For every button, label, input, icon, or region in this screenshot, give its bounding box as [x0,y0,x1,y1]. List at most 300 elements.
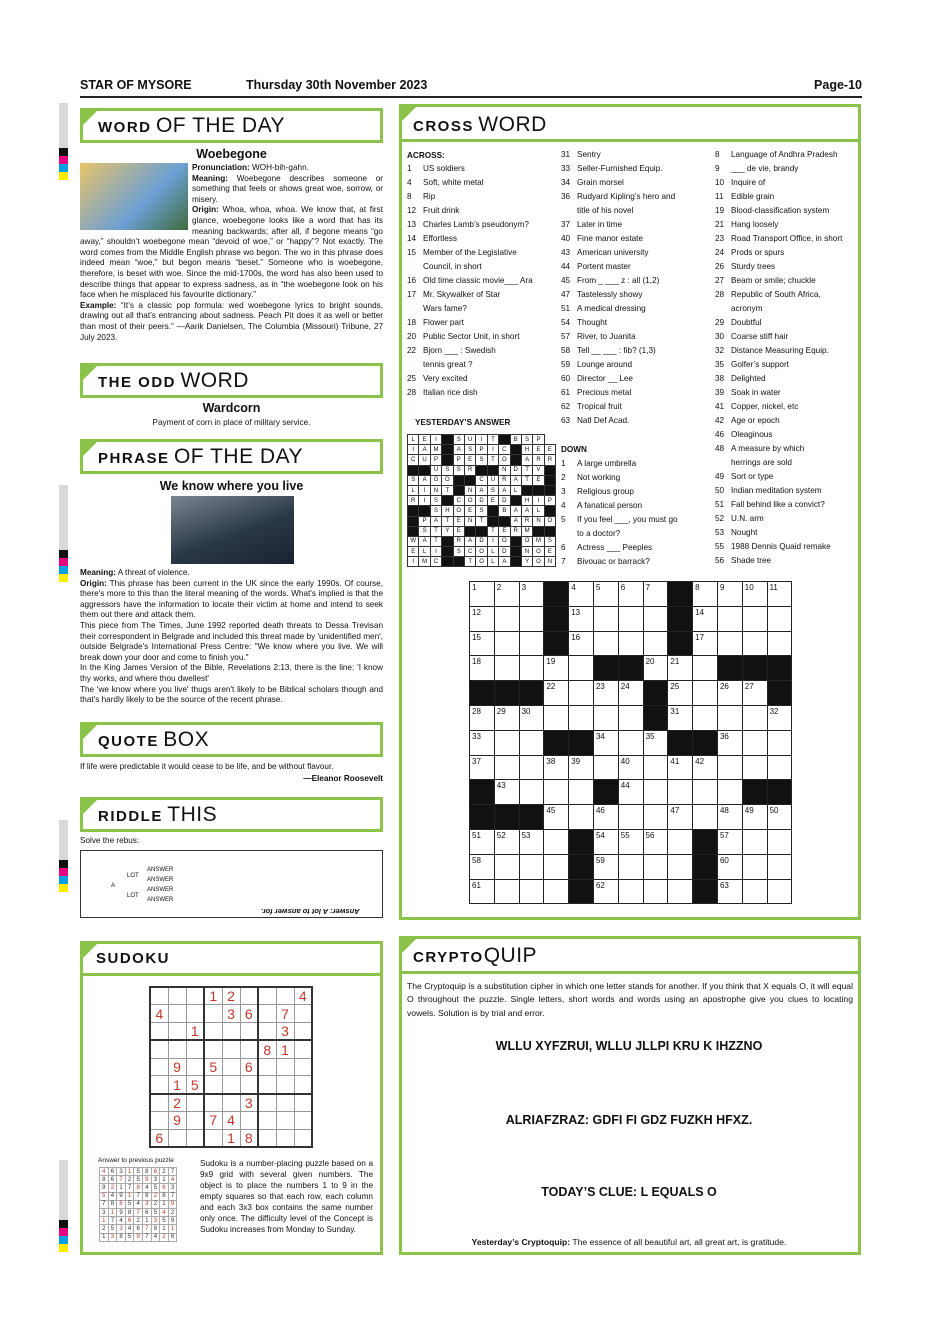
clue: 44 Portent master [561,262,631,271]
sudoku-cell[interactable] [204,1023,222,1041]
crossword-cell[interactable] [519,656,544,681]
sudoku-cell[interactable] [186,987,204,1005]
swatch [59,566,68,574]
sudoku-cell[interactable] [186,1094,204,1112]
word-of-day-heading: WORD OF THE DAY [98,114,286,137]
answer-letter: G [430,475,441,485]
clue-continued: acronym [731,304,763,313]
crossword-cell[interactable]: 48 [717,805,742,830]
crossword-cell[interactable]: 11 [767,582,792,607]
crossword-cell[interactable] [593,755,618,780]
sudoku-cell[interactable] [240,1040,258,1058]
sudoku-cell[interactable] [150,1040,168,1058]
answer-letter: R [464,465,475,475]
answer-letter: C [430,557,441,567]
crossword-cell[interactable] [494,656,519,681]
answer-letter: T [430,526,441,536]
answer-letter: O [521,536,532,546]
crossword-cell[interactable] [618,705,643,730]
sudoku-cell[interactable] [294,1076,312,1094]
answer-letter: S [544,536,555,546]
crossword-cell[interactable] [618,730,643,755]
answer-letter: T [521,465,532,475]
swatch [59,574,68,582]
crossword-cell[interactable] [742,829,767,854]
answer-digit: 7 [134,1192,143,1200]
clue: 57 River, to Juanita [561,332,636,341]
crossword-cell[interactable] [717,631,742,656]
answer-letter: O [453,506,464,516]
crossword-cell[interactable]: 43 [494,780,519,805]
crossword-cell[interactable] [767,854,792,879]
sudoku-cell[interactable] [240,1076,258,1094]
crossword-cell[interactable] [519,631,544,656]
clue-continued: tennis great ? [423,360,473,369]
swatch [59,868,68,876]
crossword-cell[interactable] [742,755,767,780]
crossword-cell[interactable]: 6 [618,582,643,607]
crossword-cell[interactable]: 17 [693,631,718,656]
margin-strip [59,820,68,860]
crossword-cell[interactable]: 9 [717,582,742,607]
crossword-cell[interactable] [643,631,668,656]
answer-letter: R [521,516,532,526]
answer-letter: N [544,557,555,567]
sudoku-cell[interactable] [258,1005,276,1023]
crossword-cell[interactable]: 20 [643,656,668,681]
answer-digit: 9 [168,1217,177,1225]
crossword-cell[interactable] [742,606,767,631]
crossword-cell[interactable] [767,730,792,755]
crossword-cell[interactable]: 41 [668,755,693,780]
crossword-cell[interactable]: 40 [618,755,643,780]
crossword-cell[interactable] [593,631,618,656]
rebus-lot: LOT [127,873,139,879]
black-square [408,506,419,516]
sudoku-cell[interactable] [150,987,168,1005]
sudoku-cell[interactable] [240,1112,258,1130]
answer-digit: 1 [168,1225,177,1233]
black-square [476,526,487,536]
answer-letter: C [499,445,510,455]
crossword-cell[interactable]: 59 [593,854,618,879]
sudoku-cell[interactable] [222,1076,240,1094]
crossword-cell[interactable]: 19 [544,656,569,681]
answer-digit: 1 [117,1184,126,1192]
sudoku-cell: 7 [276,1005,294,1023]
crossword-cell[interactable]: 28 [470,705,495,730]
sudoku-cell[interactable] [294,1023,312,1041]
answer-letter: L [419,547,430,557]
issue-date: Thursday 30th November 2023 [246,78,428,92]
crossword-cell[interactable]: 3 [519,582,544,607]
crossword-cell[interactable] [767,879,792,904]
sudoku-cell[interactable] [258,1112,276,1130]
answer-digit: 8 [142,1168,151,1176]
black-square [717,656,742,681]
clue: 11 Edible grain [715,192,775,201]
crossword-cell[interactable] [643,780,668,805]
crossword-cell[interactable] [742,730,767,755]
phrase-body: Meaning: A threat of violence. Origin: This phrase has been current in the UK since the early 1990s. Of course, there's more to this than the literal meaning of the words. What's implied is that the aggressors have the information to locate their victim at home and intend to seek them out there and attack them. This piece from The Times, June 1992 reported death threats to Dessa Trevisan their correspondent in Belgrade and included this threat made by 'unidentified men', outside Belgrade's International Press Centre: "We know where you live. We will break down your door and come to finish you." In the King James Version of the Bible, Revelations 2:13, there is the line: 'I know thy works, and where thou dwellest' The 'we know where you live' thugs aren't likely to be Biblical scholars though and that's hardly likely to be the source of the recent phrase. [80,568,383,705]
rebus-answer: ANSWER [147,897,174,903]
black-square [470,805,495,830]
crossword-cell[interactable]: 12 [470,606,495,631]
crossword-cell[interactable]: 2 [494,582,519,607]
crossword-cell[interactable]: 45 [544,805,569,830]
black-square [693,730,718,755]
clue: 47 Tastelessly showy [561,290,643,299]
black-square [742,780,767,805]
crossword-cell[interactable]: 1 [470,582,495,607]
cryptoquip-line-2: ALRIAFZRAZ: GDFI FI GDZ FUZKH HFXZ. [505,1113,753,1127]
crossword-cell[interactable]: 55 [618,829,643,854]
crossword-cell[interactable] [643,854,668,879]
crossword-cell[interactable] [668,829,693,854]
crossword-cell[interactable] [593,705,618,730]
crossword-cell[interactable] [618,879,643,904]
crossword-cell[interactable]: 35 [643,730,668,755]
answer-letter: A [499,485,510,495]
sudoku-cell[interactable] [168,1129,186,1147]
sudoku-cell: 4 [150,1005,168,1023]
sudoku-cell[interactable] [150,1112,168,1130]
crossword-cell[interactable] [668,854,693,879]
answer-letter: O [499,455,510,465]
crossword-cell[interactable]: 16 [569,631,594,656]
answer-digit: 7 [108,1217,117,1225]
crossword-cell[interactable]: 37 [470,755,495,780]
crossword-cell[interactable] [569,705,594,730]
sudoku-cell[interactable] [150,1058,168,1076]
crossword-cell[interactable]: 51 [470,829,495,854]
clue: 19 Blood-classification system [715,206,830,215]
answer-digit: 1 [125,1192,134,1200]
answer-letter: E [453,526,464,536]
answer-digit: 3 [117,1168,126,1176]
sudoku-cell[interactable] [186,1005,204,1023]
sudoku-cell: 2 [168,1094,186,1112]
crossword-cell[interactable] [519,606,544,631]
crossword-cell[interactable] [519,780,544,805]
crossword-cell[interactable]: 26 [717,681,742,706]
answer-letter: C [453,496,464,506]
crossword-cell[interactable] [544,829,569,854]
crossword-cell[interactable]: 15 [470,631,495,656]
crossword-cell[interactable] [544,780,569,805]
black-square [487,516,498,526]
crossword-cell[interactable]: 58 [470,854,495,879]
crossword-cell[interactable]: 52 [494,829,519,854]
crossword-cell[interactable] [494,854,519,879]
crossword-cell[interactable] [693,780,718,805]
sudoku-cell[interactable] [222,1023,240,1041]
sudoku-cell[interactable] [204,1129,222,1147]
crossword-cell[interactable] [668,879,693,904]
answer-letter: D [476,536,487,546]
answer-digit: 5 [151,1208,160,1216]
clue: 30 Coarse stiff hair [715,332,789,341]
sudoku-cell[interactable] [240,1023,258,1041]
answer-letter: L [408,435,419,445]
sudoku-cell[interactable] [186,1129,204,1147]
crossword-cell[interactable]: 32 [767,705,792,730]
crossword-cell[interactable] [767,606,792,631]
black-square [494,681,519,706]
answer-letter: A [419,536,430,546]
rebus-answer: ANSWER [147,877,174,883]
crossword-cell[interactable] [717,606,742,631]
black-square [464,475,475,485]
sudoku-cell[interactable] [240,987,258,1005]
crossword-cell[interactable] [519,879,544,904]
clue: 55 1988 Dennis Quaid remake [715,542,831,551]
crossword-cell[interactable] [742,879,767,904]
sudoku-cell[interactable] [168,1005,186,1023]
sudoku-cell[interactable] [294,1094,312,1112]
crossword-cell[interactable]: 47 [668,805,693,830]
crossword-cell[interactable] [767,829,792,854]
swatch [59,1228,68,1236]
crossword-cell[interactable]: 10 [742,582,767,607]
crossword-heading: CROSS WORD [413,113,547,136]
crossword-cell[interactable] [519,854,544,879]
crossword-cell[interactable]: 34 [593,730,618,755]
crossword-cell[interactable]: 62 [593,879,618,904]
answer-letter: E [464,506,475,516]
crossword-cell[interactable]: 53 [519,829,544,854]
answer-digit: 5 [100,1192,109,1200]
crossword-cell[interactable] [742,705,767,730]
sudoku-cell[interactable] [186,1040,204,1058]
sudoku-cell[interactable] [276,1112,294,1130]
crossword-cell[interactable] [544,854,569,879]
crossword-cell[interactable] [569,805,594,830]
crossword-cell[interactable]: 63 [717,879,742,904]
black-square [742,656,767,681]
margin-strip [59,485,68,550]
crossword-cell[interactable]: 29 [494,705,519,730]
cryptoquip-heading: CRYPTOQUIP [413,944,538,967]
crossword-cell[interactable] [767,631,792,656]
sudoku-cell[interactable] [276,1129,294,1147]
crossword-cell[interactable]: 25 [668,681,693,706]
clue: 59 Lounge around [561,360,633,369]
sudoku-cell[interactable] [294,1040,312,1058]
crossword-cell[interactable] [717,755,742,780]
sudoku-cell[interactable] [222,1040,240,1058]
crossword-cell[interactable] [693,681,718,706]
crossword-cell[interactable]: 60 [717,854,742,879]
crossword-cell[interactable]: 27 [742,681,767,706]
black-square [693,854,718,879]
crossword-cell[interactable] [693,705,718,730]
answer-letter: M [533,536,544,546]
answer-letter: B [499,506,510,516]
crossword-cell[interactable]: 56 [643,829,668,854]
crossword-cell[interactable] [569,780,594,805]
crossword-cell[interactable]: 14 [693,606,718,631]
crossword-cell[interactable]: 7 [643,582,668,607]
crossword-cell[interactable]: 33 [470,730,495,755]
across-clues-col1 [407,162,533,400]
crossword-cell[interactable]: 38 [544,755,569,780]
black-square [593,780,618,805]
clue: 39 Soak in water [715,388,781,397]
sudoku-cell[interactable] [294,1058,312,1076]
crossword-cell[interactable]: 24 [618,681,643,706]
crossword-cell[interactable]: 30 [519,705,544,730]
crossword-cell[interactable]: 57 [717,829,742,854]
clue: 23 Road Transport Office, in short [715,234,843,243]
clue: 61 Precious metal [561,388,632,397]
black-square [544,582,569,607]
crossword-cell[interactable] [618,805,643,830]
crossword-cell[interactable] [494,730,519,755]
crossword-cell[interactable] [494,755,519,780]
answer-digit: 3 [108,1233,117,1241]
rebus-a: A [111,883,116,889]
sudoku-cell[interactable] [258,1023,276,1041]
crossword-cell[interactable]: 44 [618,780,643,805]
sudoku-cell[interactable] [204,1076,222,1094]
black-square [767,656,792,681]
crossword-cell[interactable]: 18 [470,656,495,681]
sudoku-cell[interactable] [168,1040,186,1058]
crossword-cell[interactable] [643,606,668,631]
sudoku-cell[interactable] [222,1058,240,1076]
sudoku-cell[interactable] [276,1076,294,1094]
crossword-cell[interactable] [717,780,742,805]
clue: 29 Doubtful [715,318,762,327]
sudoku-cell[interactable] [258,1076,276,1094]
sudoku-cell[interactable] [186,1058,204,1076]
crossword-cell[interactable] [643,805,668,830]
crossword-cell[interactable] [693,656,718,681]
crossword-cell[interactable] [742,854,767,879]
crossword-cell[interactable]: 54 [593,829,618,854]
answer-letter: S [430,506,441,516]
sudoku-cell[interactable] [276,1058,294,1076]
answer-letter: M [521,526,532,536]
page-number: Page-10 [814,78,862,92]
clue: 34 Grain morsel [561,178,624,187]
sudoku-cell[interactable] [294,1129,312,1147]
answer-letter: I [476,435,487,445]
crossword-cell[interactable] [569,656,594,681]
crossword-cell[interactable] [494,606,519,631]
sudoku-cell[interactable] [258,1094,276,1112]
sudoku-cell[interactable] [204,1094,222,1112]
sudoku-cell[interactable] [186,1112,204,1130]
sudoku-cell[interactable] [150,1076,168,1094]
crossword-cell[interactable] [593,606,618,631]
crossword-cell[interactable]: 49 [742,805,767,830]
sudoku-cell[interactable] [276,987,294,1005]
answer-letter: O [533,547,544,557]
crossword-cell[interactable] [767,755,792,780]
crossword-cell[interactable]: 23 [593,681,618,706]
crossword-cell[interactable] [544,879,569,904]
answer-digit: 5 [125,1200,134,1208]
sudoku-cell: 9 [168,1058,186,1076]
clue: 6 Actress ___ Peeples [561,543,653,552]
sudoku-cell[interactable] [294,1112,312,1130]
answer-digit: 2 [160,1233,169,1241]
clue: 25 Very excited [407,374,468,383]
crossword-cell[interactable]: 61 [470,879,495,904]
answer-letter: D [499,496,510,506]
crossword-cell[interactable]: 4 [569,582,594,607]
crossword-cell[interactable]: 46 [593,805,618,830]
crossword-cell[interactable] [643,755,668,780]
sudoku-cell[interactable] [168,1023,186,1041]
sudoku-cell[interactable] [258,1129,276,1147]
crossword-cell[interactable] [618,631,643,656]
sudoku-cell: 1 [222,1129,240,1147]
answer-letter: L [533,506,544,516]
crossword-cell[interactable] [618,606,643,631]
sudoku-cell[interactable] [222,1094,240,1112]
crossword-cell[interactable]: 13 [569,606,594,631]
black-square [453,475,464,485]
swatch [59,1220,68,1228]
sudoku-cell[interactable] [150,1094,168,1112]
black-square [668,606,693,631]
crossword-cell[interactable] [618,854,643,879]
crossword-cell[interactable] [494,631,519,656]
crossword-cell[interactable]: 42 [693,755,718,780]
sudoku-cell[interactable] [258,1058,276,1076]
crossword-cell[interactable] [717,705,742,730]
clue: 26 Sturdy trees [715,262,776,271]
crossword-cell[interactable]: 31 [668,705,693,730]
crossword-cell[interactable]: 50 [767,805,792,830]
crossword-cell[interactable]: 5 [593,582,618,607]
crossword-cell[interactable] [693,805,718,830]
crossword-cell[interactable] [668,780,693,805]
answer-letter: C [464,547,475,557]
answer-digit: 4 [134,1200,143,1208]
crossword-cell[interactable] [643,879,668,904]
sudoku-cell[interactable] [150,1023,168,1041]
sudoku-cell[interactable] [258,987,276,1005]
crossword-cell[interactable]: 22 [544,681,569,706]
odd-word-definition: Payment of corn in place of military service. [152,418,311,427]
black-square [519,681,544,706]
crossword-cell[interactable] [519,730,544,755]
sudoku-cell[interactable] [294,1005,312,1023]
sudoku-cell[interactable] [276,1094,294,1112]
crossword-cell[interactable]: 21 [668,656,693,681]
clue: 60 Director __ Lee [561,374,633,383]
crossword-cell[interactable] [742,631,767,656]
page-header [80,78,862,96]
sudoku-cell[interactable] [204,1040,222,1058]
crossword-cell[interactable] [544,705,569,730]
crossword-cell[interactable] [569,681,594,706]
answer-letter: E [533,475,544,485]
crossword-cell[interactable]: 36 [717,730,742,755]
crossword-cell[interactable] [519,755,544,780]
crossword-cell[interactable] [494,879,519,904]
sudoku-cell[interactable] [204,1005,222,1023]
answer-letter: N [430,485,441,495]
crossword-cell[interactable]: 8 [693,582,718,607]
crossword-cell[interactable]: 39 [569,755,594,780]
clue: 28 Italian rice dish [407,388,478,397]
sudoku-cell[interactable] [168,987,186,1005]
